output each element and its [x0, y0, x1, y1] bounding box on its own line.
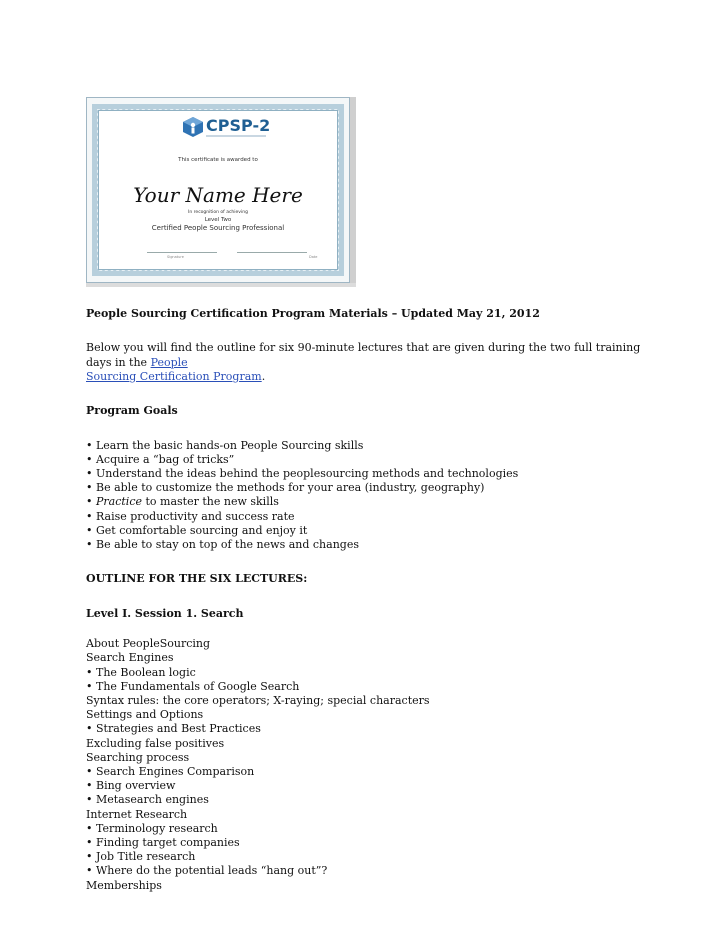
document-body: [86, 307, 646, 893]
list-item: • The Boolean logic: [86, 665, 196, 679]
practice-emphasis: Practice: [96, 495, 142, 509]
date-label: Date: [309, 255, 318, 259]
list-item: • Get comfortable sourcing and enjoy it: [86, 523, 308, 537]
list-item: • Be able to stay on top of the news and changes: [86, 538, 359, 551]
session-items: [86, 637, 646, 893]
list-item: • Metasearch engines: [86, 793, 209, 807]
certificate-logo-text: CPSP-2: [206, 116, 271, 135]
list-item: Searching process: [86, 750, 190, 764]
list-item: • Where do the potential leads “hang out”?: [86, 864, 328, 878]
certificate-awarded-to: This certificate is awarded to: [178, 157, 258, 163]
list-item: Syntax rules: the core operators; X-raying; special characters: [86, 693, 430, 707]
cpsp-logo-icon: [182, 116, 204, 138]
signature-label: Signature: [167, 255, 184, 259]
list-item: Excluding false positives: [86, 736, 225, 750]
list-item: • Understand the ideas behind the peoplesourcing methods and technologies: [86, 466, 519, 480]
certificate-recognition: In recognition of achieving: [188, 210, 248, 215]
list-item: • Be able to customize the methods for your area (industry, geography): [86, 481, 485, 495]
list-item: • Finding target companies: [86, 836, 240, 850]
list-item: • The Fundamentals of Google Search: [86, 679, 300, 693]
list-item: • Practice to master the new skills: [86, 495, 279, 509]
list-item: • Raise productivity and success rate: [86, 509, 295, 523]
program-link-part2[interactable]: Sourcing Certification Program: [86, 369, 262, 383]
list-item: • Acquire a “bag of tricks”: [86, 452, 235, 466]
list-item: • Search Engines Comparison: [86, 765, 255, 778]
intro-text: Below you will find the outline for six 90-minute lectures that are given during the two full training days in the: [86, 341, 641, 369]
certificate: [86, 97, 350, 283]
list-item: Settings and Options: [86, 708, 204, 722]
certificate-level: Level Two: [204, 217, 232, 223]
certificate-title: Certified People Sourcing Professional: [151, 224, 285, 232]
outline-heading: OUTLINE FOR THE SIX LECTURES:: [86, 572, 308, 586]
list-item: • Learn the basic hands-on People Sourcing skills: [86, 438, 364, 452]
list-item: • Job Title research: [86, 850, 196, 864]
list-item: About PeopleSourcing: [86, 637, 211, 651]
date-line: [237, 252, 307, 253]
certificate-name: Your Name Here: [133, 183, 303, 207]
list-item: Internet Research: [86, 807, 188, 821]
list-item: Memberships: [86, 878, 162, 892]
signature-line: [147, 252, 217, 253]
document-heading: People Sourcing Certification Program Materials – Updated May 21, 2012: [86, 307, 540, 320]
certificate-shadow-bottom: [86, 283, 356, 287]
list-item: • Terminology research: [86, 821, 218, 835]
goals-heading: Program Goals: [86, 404, 178, 418]
intro-paragraph: [86, 341, 646, 384]
certificate-logo-subline: [206, 135, 266, 137]
list-item: • Strategies and Best Practices: [86, 722, 261, 736]
list-item: • Bing overview: [86, 779, 176, 793]
certificate-image: [86, 97, 356, 287]
goals-list: [86, 439, 646, 553]
session-heading: Level I. Session 1. Search: [86, 606, 244, 620]
list-item: Search Engines: [86, 651, 174, 665]
intro-period: .: [261, 369, 266, 383]
program-link-part1[interactable]: People: [150, 355, 188, 369]
certificate-shadow-right: [350, 97, 356, 285]
